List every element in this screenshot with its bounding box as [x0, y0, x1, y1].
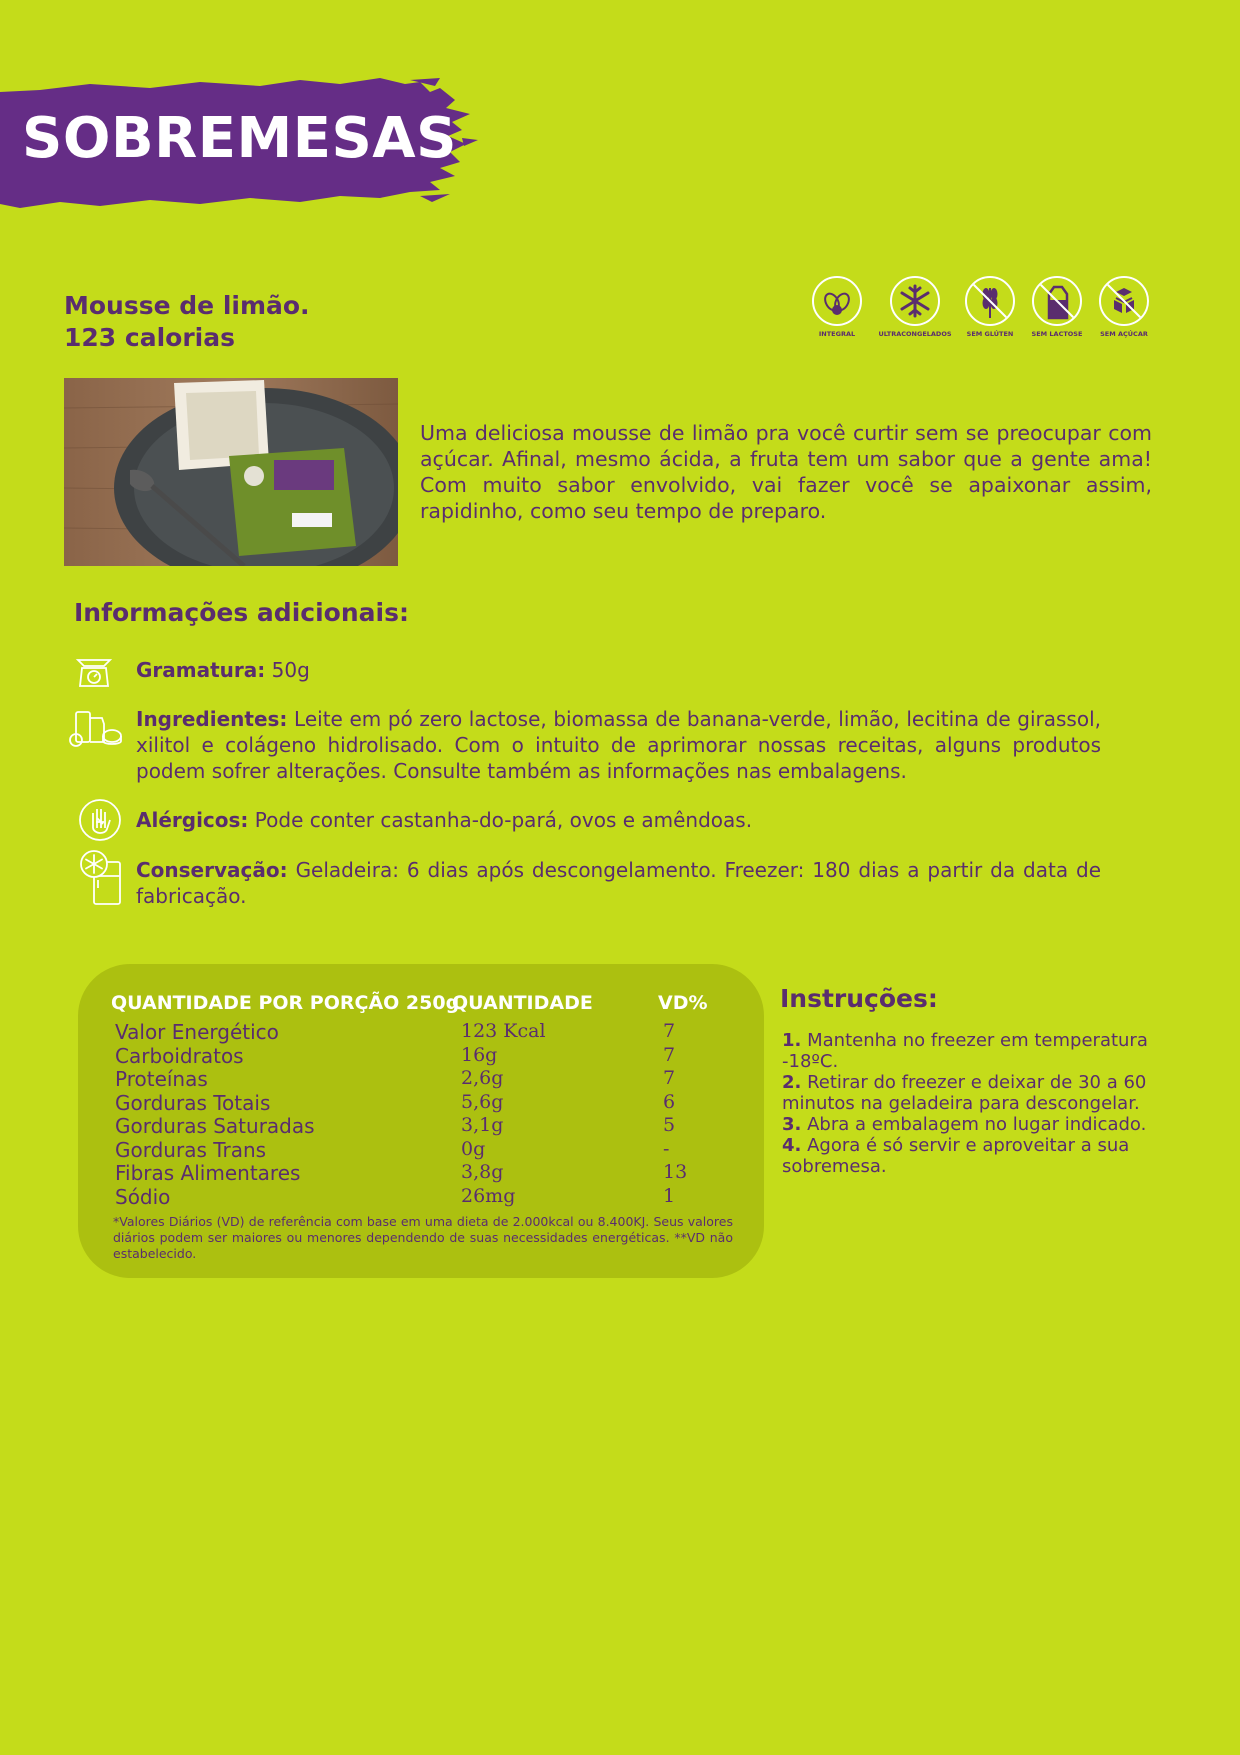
step-text: Agora é só servir e aproveitar a sua sobremesa.: [782, 1135, 1130, 1177]
instructions-title: Instruções:: [780, 984, 938, 1013]
product-photo: [64, 378, 398, 566]
badge-label: SEM GLÚTEN: [966, 330, 1014, 338]
badge-label: SEM LACTOSE: [1031, 330, 1083, 338]
info-label: Ingredientes:: [136, 707, 288, 731]
nutrient-vd: 7: [663, 1043, 676, 1066]
nutrient-name: Gorduras Totais: [115, 1090, 271, 1115]
nutrient-name: Valor Energético: [115, 1020, 279, 1044]
nutrient-name: Sódio: [115, 1184, 171, 1209]
nuts-icon: [812, 276, 862, 326]
badge-sem-acucar: [1084, 276, 1164, 338]
nutrition-footnote: *Valores Diários (VD) de referência com base em uma dieta de 2.000kcal ou 8.400KJ. Seus valores diários podem ser maiores ou menores dependendo de suas necessidades energéticas. **VD não estabelecido.: [113, 1214, 733, 1261]
info-ingredientes: [136, 706, 1101, 784]
info-label: Conservação:: [136, 858, 288, 882]
nutrient-amount: 5,6g: [461, 1090, 504, 1113]
step-text: Retirar do freezer e deixar de 30 a 60 minutos na geladeira para descongelar.: [782, 1072, 1147, 1114]
nutrient-amount: 16g: [461, 1043, 498, 1066]
step-number: 4.: [782, 1135, 802, 1156]
table-row: [78, 1161, 764, 1185]
product-badges: [805, 276, 1160, 352]
nutrition-rows: [78, 1020, 764, 1208]
product-description: Uma deliciosa mousse de limão pra você curtir sem se preocupar com açúcar. Afinal, mesmo ácida, a fruta tem um sabor que a gente ama! Com muito sabor envolvido, vai fazer você se apaixonar assim, rapidinho, como seu tempo de preparo.: [420, 421, 1152, 523]
nutrient-name: Carboidratos: [115, 1043, 244, 1068]
info-gramatura: [136, 657, 1101, 683]
nutrient-amount: 123 Kcal: [461, 1020, 546, 1042]
info-alergicos: [136, 807, 1101, 833]
info-conservacao: [136, 857, 1101, 909]
info-text: Pode conter castanha-do-pará, ovos e amêndoas.: [254, 808, 753, 832]
badge-label: SEM AÇÚCAR: [1100, 330, 1148, 338]
instruction-step: [782, 1072, 1162, 1114]
product-name: Mousse de limão.: [64, 291, 310, 320]
instruction-step: [782, 1030, 1162, 1072]
nutrient-vd: 5: [663, 1114, 676, 1136]
product-calories: 123 calorias: [64, 323, 235, 352]
step-text: Mantenha no freezer em temperatura -18ºC.: [782, 1030, 1148, 1072]
nutrient-amount: 26mg: [461, 1184, 516, 1207]
step-number: 3.: [782, 1114, 802, 1135]
info-label: Gramatura:: [136, 658, 266, 682]
no-milk-icon: [1032, 276, 1082, 326]
step-number: 2.: [782, 1072, 802, 1093]
table-row: [78, 1114, 764, 1138]
nutrient-vd: 1: [663, 1184, 676, 1207]
step-text: Abra a embalagem no lugar indicado.: [801, 1114, 1147, 1135]
page-title: SOBREMESAS: [22, 106, 457, 171]
no-wheat-icon: [965, 276, 1015, 326]
table-row: [78, 1138, 764, 1162]
nutrient-name: Fibras Alimentares: [115, 1161, 301, 1185]
badge-label: ULTRACONGELADOS: [878, 330, 952, 338]
info-text: Geladeira: 6 dias após descongelamento. Freezer: 180 dias a partir da data de fabricação.: [136, 858, 1102, 908]
nutrient-vd: 6: [663, 1090, 676, 1113]
nutrition-header-serving: QUANTIDADE POR PORÇÃO 250g: [111, 992, 460, 1014]
snowflake-icon: [890, 276, 940, 326]
nutrient-amount: 3,8g: [461, 1161, 504, 1183]
table-row: [78, 1044, 764, 1068]
section-banner: [0, 78, 480, 216]
nutrient-amount: 3,1g: [461, 1114, 504, 1136]
badge-integral: [797, 276, 877, 338]
info-label: Alérgicos:: [136, 808, 249, 832]
instructions-list: [782, 1030, 1162, 1177]
nutrient-name: Gorduras Saturadas: [115, 1114, 315, 1138]
instruction-step: [782, 1114, 1162, 1135]
table-row: [78, 1067, 764, 1091]
hand-icon: [78, 798, 122, 846]
step-number: 1.: [782, 1030, 802, 1051]
nutrient-vd: -: [663, 1137, 670, 1160]
ingredients-icon: [68, 708, 122, 752]
nutrient-amount: 0g: [461, 1137, 486, 1160]
instruction-step: [782, 1135, 1162, 1177]
scale-icon: [74, 656, 114, 692]
table-row: [78, 1091, 764, 1115]
nutrition-header-quantity: QUANTIDADE: [452, 992, 593, 1014]
nutrient-name: Gorduras Trans: [115, 1137, 267, 1162]
info-text: 50g: [271, 658, 310, 682]
nutrition-table: [78, 964, 764, 1278]
nutrient-vd: 7: [663, 1020, 676, 1042]
nutrient-vd: 13: [663, 1161, 688, 1183]
badge-label: INTEGRAL: [818, 330, 856, 338]
product-title: [64, 290, 310, 354]
nutrient-name: Proteínas: [115, 1067, 208, 1091]
nutrient-amount: 2,6g: [461, 1067, 504, 1089]
fridge-icon: [78, 850, 124, 910]
info-text: Leite em pó zero lactose, biomassa de banana-verde, limão, lecitina de girassol, xilitol e colágeno hidrolisado. Com o intuito de aprimorar nossas receitas, alguns produtos podem sofrer alterações. Consulte também as informações nas embalagens.: [136, 707, 1102, 783]
table-row: [78, 1185, 764, 1209]
nutrient-vd: 7: [663, 1067, 676, 1089]
no-sugar-icon: [1099, 276, 1149, 326]
table-row: [78, 1020, 764, 1044]
badge-ultracongelados: [875, 276, 955, 338]
nutrition-header-vd: VD%: [658, 992, 708, 1014]
info-title: Informações adicionais:: [74, 598, 409, 627]
